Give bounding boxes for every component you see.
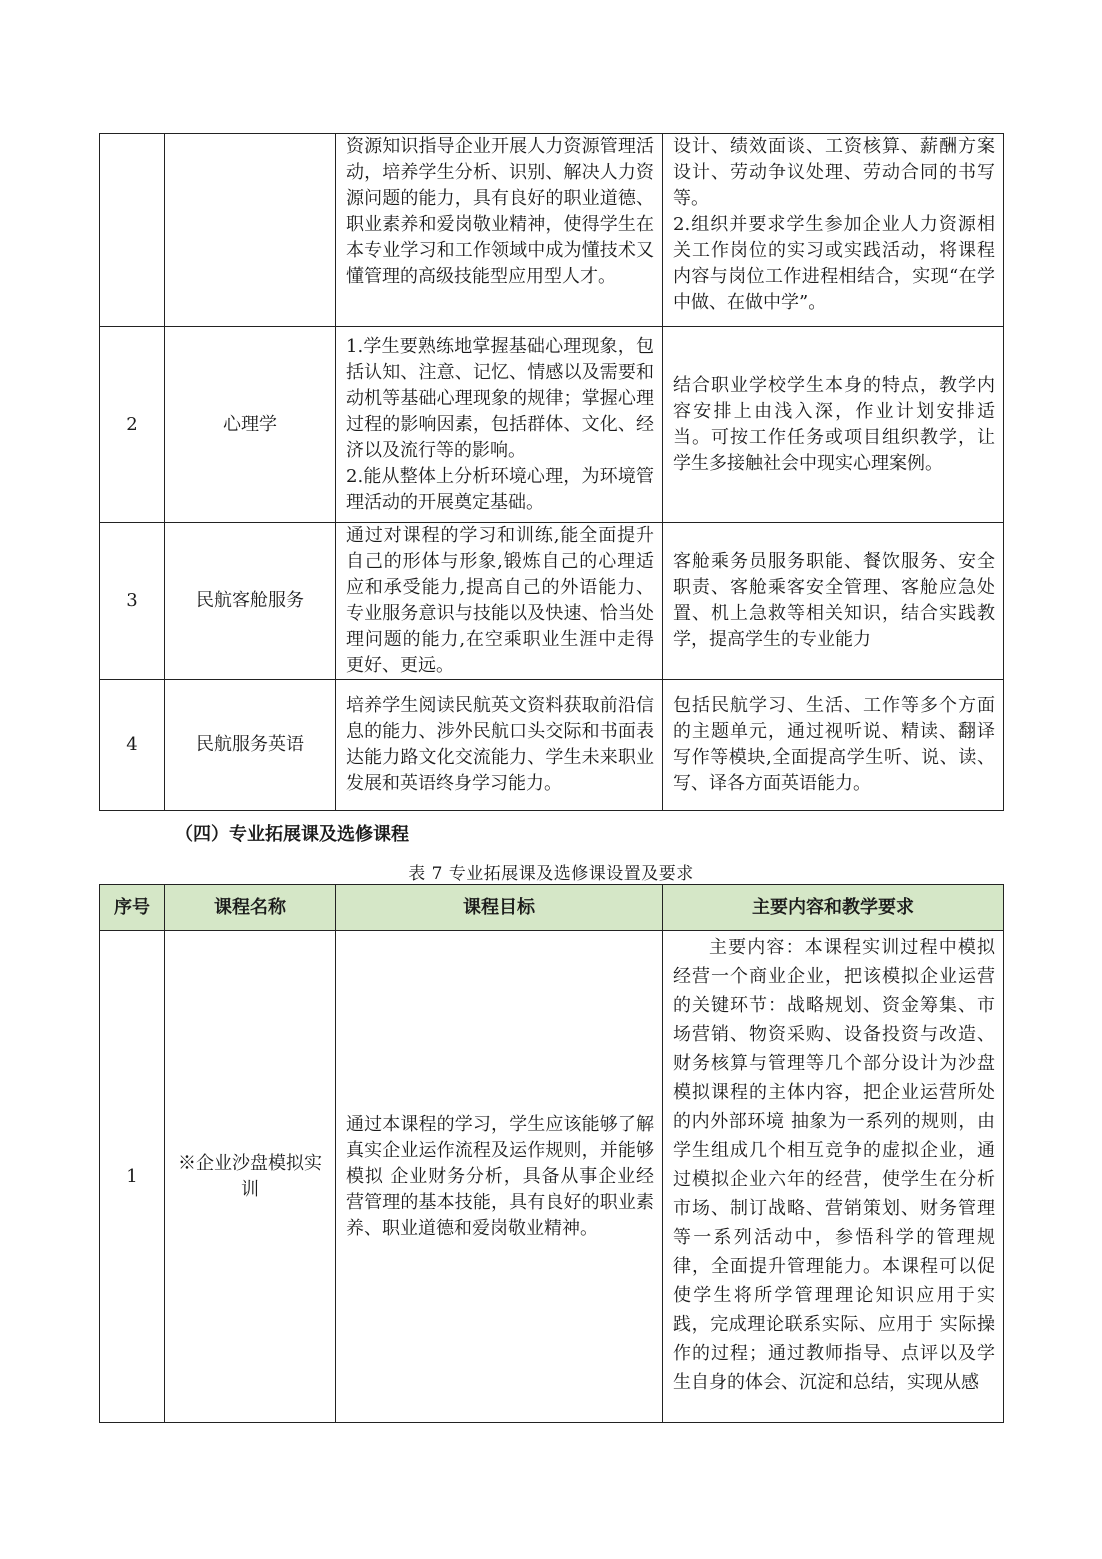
column-header-course-name: 课程名称 [165,885,336,931]
course-goal-text: 1.学生要熟练地掌握基础心理现象，包括认知、注意、记忆、情感以及需要和动机等基础心理现象的规律；掌握心理过程的影响因素，包括群体、文化、经济以及流行等的影响。 [346,335,654,461]
course-name: 民航服务英语 [165,680,336,811]
course-goal-text: 2.能从整体上分析环境心理，为环境管理活动的开展奠定基础。 [346,465,654,513]
table-caption: 表 7 专业拓展课及选修课设置及要求 [408,864,694,884]
row-number: 4 [100,680,165,811]
course-requirements-text: 主要内容：本课程实训过程中模拟经营一个商业企业，把该模拟企业运营的关键环节：战略规划、资金筹集、市场营销、物资采购、设备投资与改造、财务核算与管理等几个部分设计为沙盘模拟课程的主体内容，把企业运营所处的内外部环境 抽象为一系列的规则，由学生组成几个相互竞争的虚拟企业，通过模拟企业六年的经营，使学生在分析市场、制订战略、营销策划、财务管理等一系列活动中，参悟科学的管理规律，全面提升管理能力。本课程可以促使学生将所学管理理论知识应用于实践，完成理论联系实际、应用于 实际操作的过程；通过教师指导、点评以及学生自身的体会、沉淀和总结，实现从感 [673,937,995,1393]
course-requirements-text: 设计、绩效面谈、工资核算、薪酬方案设计、劳动争议处理、劳动合同的书写等。 [673,136,995,209]
row-number [100,134,165,327]
course-goal [336,327,663,523]
course-goal-text: 通过本课程的学习，学生应该能够了解真实企业运作流程及运作规则，并能够模拟 企业财务分析，具备从事企业经营管理的基本技能，具有良好的职业素养、职业道德和爱岗敬业精神。 [346,1113,654,1239]
course-requirements [663,134,1004,327]
course-requirements-text: 2.组织并要求学生参加企业人力资源相关工作岗位的实习或实践活动，将课程内容与岗位工作进程相结合，实现“在学中做、在做中学”。 [673,214,995,313]
column-header-requirements: 主要内容和教学要求 [663,885,1004,931]
table-header-row [100,885,1004,931]
course-goal [336,523,663,680]
course-goal-text: 通过对课程的学习和训练,能全面提升自己的形体与形象,锻炼自己的心理适应和承受能力,提高自己的外语能力、专业服务意识与技能以及快速、恰当处理问题的能力,在空乘职业生涯中走得更好、更远。 [346,525,654,676]
course-requirements-text: 结合职业学校学生本身的特点，教学内容安排上由浅入深，作业计划安排适当。可按工作任务或项目组织教学，让学生多接触社会中现实心理案例。 [673,374,995,474]
course-name: ※企业沙盘模拟实训 [165,931,336,1423]
course-goal [336,134,663,327]
course-name [165,134,336,327]
course-goal [336,680,663,811]
row-number: 2 [100,327,165,523]
row-number: 1 [100,931,165,1423]
course-name: 民航客舱服务 [165,523,336,680]
course-goal [336,931,663,1423]
course-requirements-text: 客舱乘务员服务职能、餐饮服务、安全职责、客舱乘客安全管理、客舱应急处置、机上急救等相关知识，结合实践教学，提高学生的专业能力 [673,551,995,650]
table-row [100,931,1004,1423]
table-row [100,327,1004,523]
row-number: 3 [100,523,165,680]
course-requirements [663,523,1004,680]
elective-course-table [99,884,1004,1423]
table-row [100,680,1004,811]
course-goal-text: 培养学生阅读民航英文资料获取前沿信息的能力、涉外民航口头交际和书面表达能力路文化交流能力、学生未来职业发展和英语终身学习能力。 [346,695,654,794]
course-name: 心理学 [165,327,336,523]
table-row [100,523,1004,680]
course-requirements [663,931,1004,1423]
course-goal-text: 资源知识指导企业开展人力资源管理活动，培养学生分析、识别、解决人力资源问题的能力，具有良好的职业道德、职业素养和爱岗敬业精神，使得学生在本专业学习和工作领域中成为懂技术又懂管理的高级技能型应用型人才。 [346,136,654,287]
course-requirements [663,680,1004,811]
column-header-number: 序号 [100,885,165,931]
table-row [100,134,1004,327]
section-heading: （四）专业拓展课及选修课程 [175,824,409,845]
course-table-continued [99,133,1004,811]
course-requirements [663,327,1004,523]
course-requirements-text: 包括民航学习、生活、工作等多个方面的主题单元，通过视听说、精读、翻译写作等模块,全面提高学生听、说、读、写、译各方面英语能力。 [673,695,995,794]
column-header-course-goal: 课程目标 [336,885,663,931]
